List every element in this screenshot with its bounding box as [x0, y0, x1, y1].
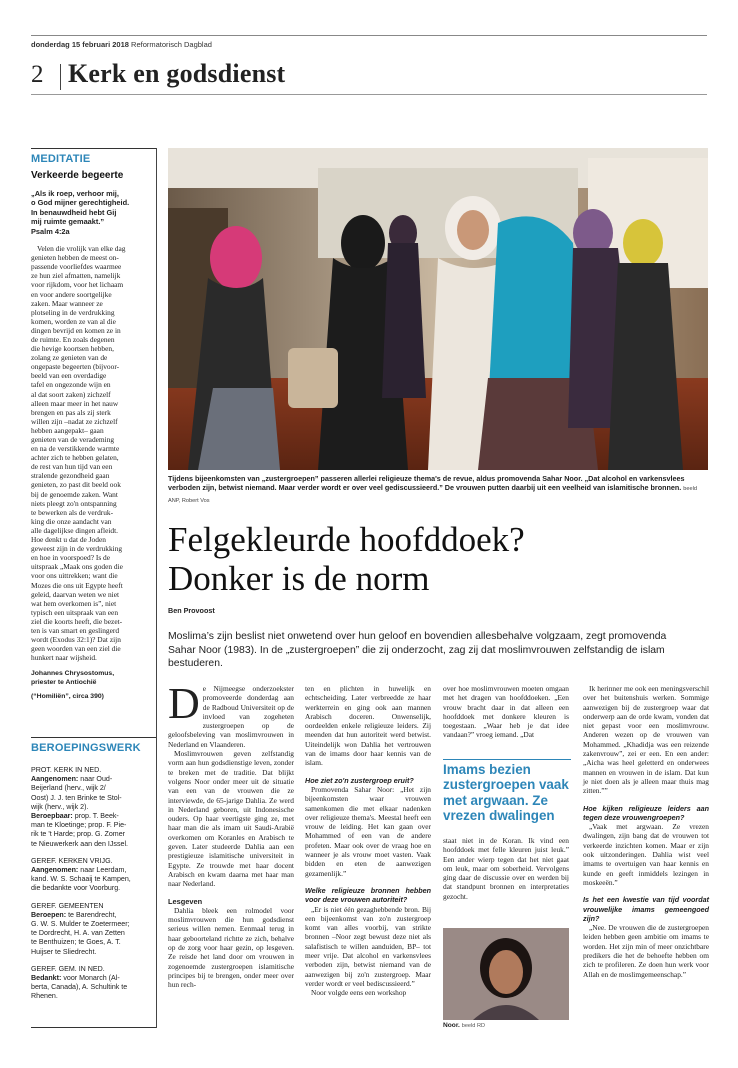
beroeping-group-title: GEREF. GEM. IN NED.: [31, 964, 105, 973]
meditatie-line: geen woorden van een ziel die: [31, 644, 121, 654]
meditatie-line: en voor andere soortgelijke: [31, 289, 112, 299]
headline-line-1: Felgekleurde hoofddoek?: [168, 520, 525, 559]
meditatie-line: al dat soort zaken) zichzelf: [31, 389, 111, 399]
beroeping-group-title: PROT. KERK IN NED.: [31, 766, 102, 774]
paper-name: Reformatorisch Dagblad: [131, 40, 212, 49]
quote-line: mij ruimte gemaakt.”: [31, 217, 105, 227]
quote-line: „Als ik roep, verhoor mij,: [31, 189, 119, 198]
meditatie-line: de rest van hun tijd van een: [31, 462, 113, 472]
byline: Ben Provoost: [168, 606, 215, 615]
beroeping-line: [31, 875, 156, 884]
meditatie-line: Velen die vrolijk van elke dag: [37, 244, 126, 254]
meditatie-heading: MEDITATIE: [31, 153, 91, 165]
beroeping-line: [31, 992, 156, 1001]
interview-question: Hoe kijken religieuze leiders aan tegen deze vrouwengroepen?: [583, 803, 709, 822]
beroeping-line: [31, 938, 156, 947]
beroeping-group: [31, 857, 156, 894]
paragraph: Noor volgde eens een workshop: [311, 988, 407, 998]
beroeping-line: [31, 784, 156, 793]
paragraph: Ik herinner me ook een meningsverschil over het buitenshuis werken. Sommige aanwezigen bij de zustergroep waar dat onderwerp aan de orde kwam, vonden dat niet gepast voor een moslimvrouw. Anderen wezen op de vrouwen van Mohammed. „Khadidja was een reizende zakenvrouw”, zei er een. En een ander: „Aicha was heel geletterd en onderwees mannen en vrouwen in de islam. Dat kun je niet doen als je alleen maar thuis mag zitten.””: [583, 684, 709, 796]
beroeping-text: kand. W. S. Schaaij te Kampen,: [31, 875, 131, 884]
meditatie-line: die hevige koortsen hebben,: [31, 344, 114, 354]
meditatie-line: bij de genoemde zaken. Want: [31, 489, 118, 499]
interview-question: Welke religieuze bronnen hebben voor deze vrouwen autoriteit?: [305, 885, 431, 905]
article-column-3b: [443, 836, 569, 901]
paragraph: ten en plichten in huwelijk en echtscheiding. Later verbreedde ze haar werkterrein en ging ook aan mannen Arabisch doceren. Onwenselijk, oordeelden enkele religieuze leiders. Zij meenden dat hun autoriteit werd betwist. Uiteindelijk won Dahlia het vertrouwen van de imams door haar kennis van de islam.: [305, 684, 431, 768]
caption-text: Tijdens bijeenkomsten van „zustergroepen” passeren allerlei religieuze thema's de revue, aldus promovenda Sahar Noor. „Dat alcohol en varkensvlees verboden zijn, betwist niemand. Maar verder wordt er over veel gediscussieerd.” De vrouwen putten daarbij uit een veelheid van islamitische bronnen.: [168, 474, 685, 493]
sidebar-top-rule: [31, 148, 156, 149]
beroeping-line: [31, 983, 156, 992]
photo-illustration: [168, 148, 708, 470]
issue-date: donderdag 15 februari 2018: [31, 40, 129, 49]
beroeping-text: prop. T. Beek-: [72, 812, 119, 821]
beroeping-text: man te Kloetinge; prop. F. Pie-: [31, 821, 127, 830]
beroeping-line: [31, 974, 156, 983]
meditatie-line: stralende gezondheid gaan: [31, 471, 110, 481]
paragraph: Moslimvrouwen geven zelfstandig vorm aan hun godsdienstige leven, zonder te breken met de traditie. Dat blijkt volgens Noor onder meer uit de situatie van een van de vrouwen die ze interviewde, de 65-jarige Dahlia. Ze werd in Nederland geboren, uit Indonesische ouders. Op haar veertigste ging ze, met haar man die als imam uit Saudi-Arabië overkomen om Koranles en Arabisch te geven. Later studeerde Dahlia aan een prestigieuze islamitische universiteit in Egypte. Ze trouwde met haar docent Arabisch en kwam daarna met haar man naar Nederland.: [168, 749, 294, 889]
meditatie-line: zaken. Maar wanneer ze: [31, 298, 103, 308]
meditatie-line: hebben aangepakt– gaan: [31, 425, 104, 435]
paragraph: „Vaak met argwaan. Ze vrezen dwalingen, zijn bang dat de vrouwen tot verkeerde inzichten komen. Maar er zijn ook uitzonderingen. Dahlia wist veel imams te overtuigen van haar kennis en kunde en geeft inmiddels lezingen in moskeeën.”: [583, 822, 709, 887]
article-intro: Moslima’s zijn beslist niet onwetend over hun geloof en bovendien allesbehalve volgzaam, zegt promovenda Sahar Noor (1983). In de „zustergroepen” die zij onderzocht, zag zij dat moslimvrouwen zelfstandig de islam bestuderen.: [168, 631, 667, 670]
top-rule: [31, 35, 707, 36]
meditatie-line: voor rijkdom, voor het lichaam: [31, 280, 124, 290]
portrait-photo: [443, 928, 569, 1020]
meditatie-line: alleen maar meer in het nauw: [31, 398, 119, 408]
page-number: 2: [31, 61, 44, 88]
beroeping-text: Rhenen.: [31, 992, 58, 1001]
meditatie-line: ongepaste begeerten (bijvoor-: [31, 362, 120, 372]
beroeping-rule: [31, 737, 156, 738]
beroeping-line: [31, 775, 156, 784]
meditatie-line: uitspraak „Maak ons goden die: [31, 562, 123, 572]
drop-cap: D: [168, 679, 200, 728]
meditatie-line: te bewerken als de verdruk-: [31, 507, 114, 517]
beroepingswerk-box: [31, 742, 156, 1010]
beroepingswerk-list: [31, 766, 156, 1002]
meditatie-line: typisch een uitspraak van een: [31, 607, 119, 617]
beroeping-text: te Barendrecht,: [66, 910, 117, 919]
meditatie-line: plotseling in de verdrukking: [31, 307, 115, 317]
header-rule: [31, 94, 707, 95]
headline-line-2: Donker is de norm: [168, 559, 430, 598]
meditatie-line: achter zich te hebben gelaten,: [31, 453, 119, 463]
beroeping-text: berta, Canada), A. Schultink te: [31, 983, 128, 992]
beroeping-text: naar Oud-: [78, 775, 113, 784]
meditatie-line: alle dagelijkse dingen afleidt.: [31, 525, 119, 535]
beroeping-text: die bedankte voor Voorburg.: [31, 884, 121, 893]
article-column-3: [443, 684, 569, 740]
beroeping-label: Beroepen:: [31, 910, 67, 919]
meditatie-line: genieten, zo past dit beeld ook: [31, 480, 121, 490]
paragraph: staat niet in de Koran. Ik vind een hoofddoek met felle kleuren juist leuk.” Een ander wierp tegen dat het niet gaat om leuk, maar om soberheid. Vervolgens ging daar de discussie over en werden bij dat standpunt bronnen en interpretaties gezocht.: [443, 836, 569, 901]
meditatie-line: en na de verstikkende warmte: [31, 444, 120, 454]
portrait-credit: beeld RD: [461, 1023, 486, 1029]
paragraph: e Nijmeegse onderzoekster promoveerde donderdag aan de Radboud Universiteit op de invloed van zogeheten zustergroepen op de geloofsbeleving van moslimvrouwen in Nederland en Vlaanderen.: [168, 684, 294, 749]
meditatie-source: (“Homiliën”, circa 390): [31, 692, 104, 700]
meditatie-line: de ruimte. En zoals degenen: [31, 334, 115, 344]
pull-quote: Imams bezien zustergroepen vaak met argwaan. Ze vrezen dwalingen: [443, 762, 569, 823]
sidebar-bottom-rule: [31, 1027, 156, 1028]
beroeping-text: Huijser te Sliedrecht.: [31, 947, 97, 956]
paragraph: „Er is niet één gezaghebbende bron. Bij een bijeenkomst van zo'n zustergroep komt van alles voorbij, van strikte bronnen –Noor zegt bewust deze niet als salafistisch te willen aanduiden, BP– tot meer vrije. Dat alcohol en varkensvlees verboden zijn, betwist niemand van de aanwezigen bij zo'n zustergroep. Maar verder wordt er veel bediscussieerd.”: [305, 904, 431, 988]
meditatie-line: Hoe denkt u dat de Joden: [31, 535, 106, 545]
interview-question: Hoe ziet zo'n zustergroep eruit?: [305, 775, 414, 785]
beroeping-line: [31, 830, 156, 839]
meditatie-line: genieten van de verademing: [31, 435, 115, 444]
meditatie-body: [31, 244, 156, 662]
beroeping-text: G. W. S. Mulder te Zoetermeer;: [31, 920, 130, 929]
beroepingswerk-heading: BEROEPINGSWERK: [31, 742, 141, 754]
subheading: Lesgeven: [168, 896, 203, 906]
quote-line: In benauwdheid hebt Gij: [31, 207, 117, 217]
beroeping-text: Beijerland (herv., wijk 2/: [31, 784, 106, 793]
beroeping-line: [31, 920, 156, 929]
meditatie-line: willen zijn –nadat ze zichzelf: [31, 416, 118, 426]
meditatie-line: voor ons uittrekken; want die: [31, 571, 118, 581]
beroeping-label: Aangenomen:: [31, 866, 79, 875]
beroeping-line: [31, 929, 156, 938]
pull-quote-rule: [443, 759, 571, 760]
meditatie-line: wordt (Exodus 32:1)? Dat zijn: [31, 635, 121, 645]
meditatie-line: komen, worden ze van al die: [31, 316, 116, 326]
beroeping-text: wijk (herv., wijk 2).: [31, 802, 89, 811]
beroeping-label: Bedankt:: [31, 974, 62, 983]
meditatie-line: hunkert naar wijsheid.: [31, 653, 97, 663]
beroeping-text: rik te 't Harde; prop. G. Zomer: [31, 830, 125, 839]
article-column-2: [305, 684, 431, 998]
beroeping-line: [31, 948, 156, 957]
beroeping-label: Beroepbaar:: [31, 812, 73, 821]
meditatie-title: Verkeerde begeerte: [31, 170, 124, 181]
beroeping-group-title: GEREF. GEMEENTEN: [31, 901, 104, 910]
paragraph: Dahlia bleek een rolmodel voor moslimvrouwen die hun godsdienst serieus willen nemen. Eenmaal terug in haar geboorteland richtte ze zich, behalve op de zorg voor haar gezin, op lesgeven. Ze reisde het land door om vrouwen in zogenoemde zustergroepen islamitische principes bij te brengen, onder meer over hun rech-: [168, 905, 294, 990]
meditatie-line: geleid, daarvan weten we niet: [31, 589, 120, 599]
beroeping-line: [31, 812, 156, 821]
beroeping-line: [31, 840, 156, 849]
meditatie-line: genieten hebben de meest on-: [31, 253, 119, 263]
beroeping-group: [31, 965, 156, 1002]
meditatie-line: passende voorliefdes waarmee: [31, 262, 122, 272]
beroeping-line: [31, 794, 156, 803]
quote-line: o God mijner gerechtigheid.: [31, 198, 130, 208]
beroeping-text: te Dordrecht, H. A. van Zetten: [31, 929, 125, 938]
quote-reference: Psalm 4:2a: [31, 226, 70, 236]
article-column-1: [168, 679, 294, 990]
meditatie-line: zolang ze genieten van de: [31, 353, 108, 363]
beroeping-line: [31, 821, 156, 830]
meditatie-line: brengen en pas als zij sterk: [31, 407, 111, 417]
beroeping-line: [31, 803, 156, 812]
meditatie-line: geweest zijn in de verdrukking: [31, 544, 123, 554]
meditatie-line: beeld van een overdadige: [31, 371, 107, 381]
meditatie-author-role: priester te Antiochië: [31, 679, 97, 687]
beroeping-text: voor Monarch (Al-: [61, 974, 120, 983]
beroeping-text: naar Leerdam,: [78, 866, 127, 875]
main-photo: [168, 148, 708, 470]
beroeping-line: [31, 911, 156, 920]
meditatie-line: tafel en ongezonde wijn en: [31, 380, 111, 390]
meditatie-line: ziel die koorts heeft, die bezet-: [31, 616, 123, 626]
meditatie-box: [31, 153, 156, 702]
beroeping-line: [31, 884, 156, 893]
paragraph: Promovenda Sahar Noor: „Het zijn bijeenkomsten waar vrouwen samenkomen die met elkaar nadenken over religieuze thema's. Meestal heeft een vrouw de leiding. Het kan gaan over Mohammed of een van de andere profeten. Maar ook over de vraag hoe en wanneer je als vrouw moet vasten. Vaak bidden en eten de aanwezigen gezamenlijk.”: [305, 784, 431, 878]
section-title: Kerk en godsdienst: [68, 59, 286, 88]
meditatie-line: Mozes die ons uit Egypte heeft: [31, 580, 123, 590]
beroeping-line: [31, 866, 156, 875]
meditatie-line: ze hun ziel afmatten, namelijk: [31, 271, 121, 281]
meditatie-line: ten is van smart en geslingerd: [31, 625, 120, 635]
meditatie-line: wat hem overkomen is”, niet: [31, 598, 117, 608]
article-headline: [168, 520, 708, 598]
header-separator: [60, 64, 61, 90]
dateline: [31, 40, 212, 49]
paragraph: over hoe moslimvrouwen moeten omgaan met het dragen van hoofddoeken. „Een vrouw bracht daar in dat alleen een hoofddoek met donkere kleuren is toegestaan. „Waar heb je dat idee vandaan?” vroeg iemand. „Dat: [443, 684, 569, 740]
beroeping-text: Oost) J. J. ten Brinke te Stol-: [31, 793, 122, 802]
beroeping-text: te Benthuizen; te Goes, A. T.: [31, 938, 121, 947]
photo-credit: beeld ANP, Robert Vos: [168, 486, 697, 504]
beroeping-group-title: GEREF. KERKEN VRIJG.: [31, 856, 113, 865]
meditatie-signature: [31, 670, 156, 701]
meditatie-line: king die onze aandacht van: [31, 516, 112, 526]
meditatie-quote: [31, 189, 156, 236]
beroeping-text: te Nieuwerkerk aan den IJssel.: [31, 839, 128, 848]
paragraph: „Nee. De vrouwen die de zustergroepen leiden hebben geen ambitie om imams te worden. Het zijn min of meer onzichtbare predikers die het de behoefte hebben om zich te profileren. Ze doen hun werk voor Allah en de moslimgemeenschap.”: [583, 923, 709, 979]
portrait-name: Noor.: [443, 1022, 460, 1029]
portrait-caption: [443, 1022, 485, 1029]
sidebar-right-rule: [156, 148, 157, 1028]
photo-caption: [168, 474, 708, 506]
article-column-4: [583, 684, 709, 979]
portrait-illustration: [443, 928, 569, 1020]
meditatie-line: niets pleegt zo'n ontspanning: [31, 498, 117, 508]
beroeping-label: Aangenomen:: [31, 775, 79, 784]
meditatie-line: en hoe in voorspoed? Is de: [31, 553, 111, 563]
meditatie-line: dingen bevrijd en komen ze in: [31, 325, 121, 335]
beroeping-group: [31, 902, 156, 957]
meditatie-author: Johannes Chrysostomus,: [31, 670, 115, 678]
interview-question: Is het een kwestie van tijd voordat vrouwelijke imams gemeengoed zijn?: [583, 895, 709, 923]
beroeping-group: [31, 766, 156, 849]
